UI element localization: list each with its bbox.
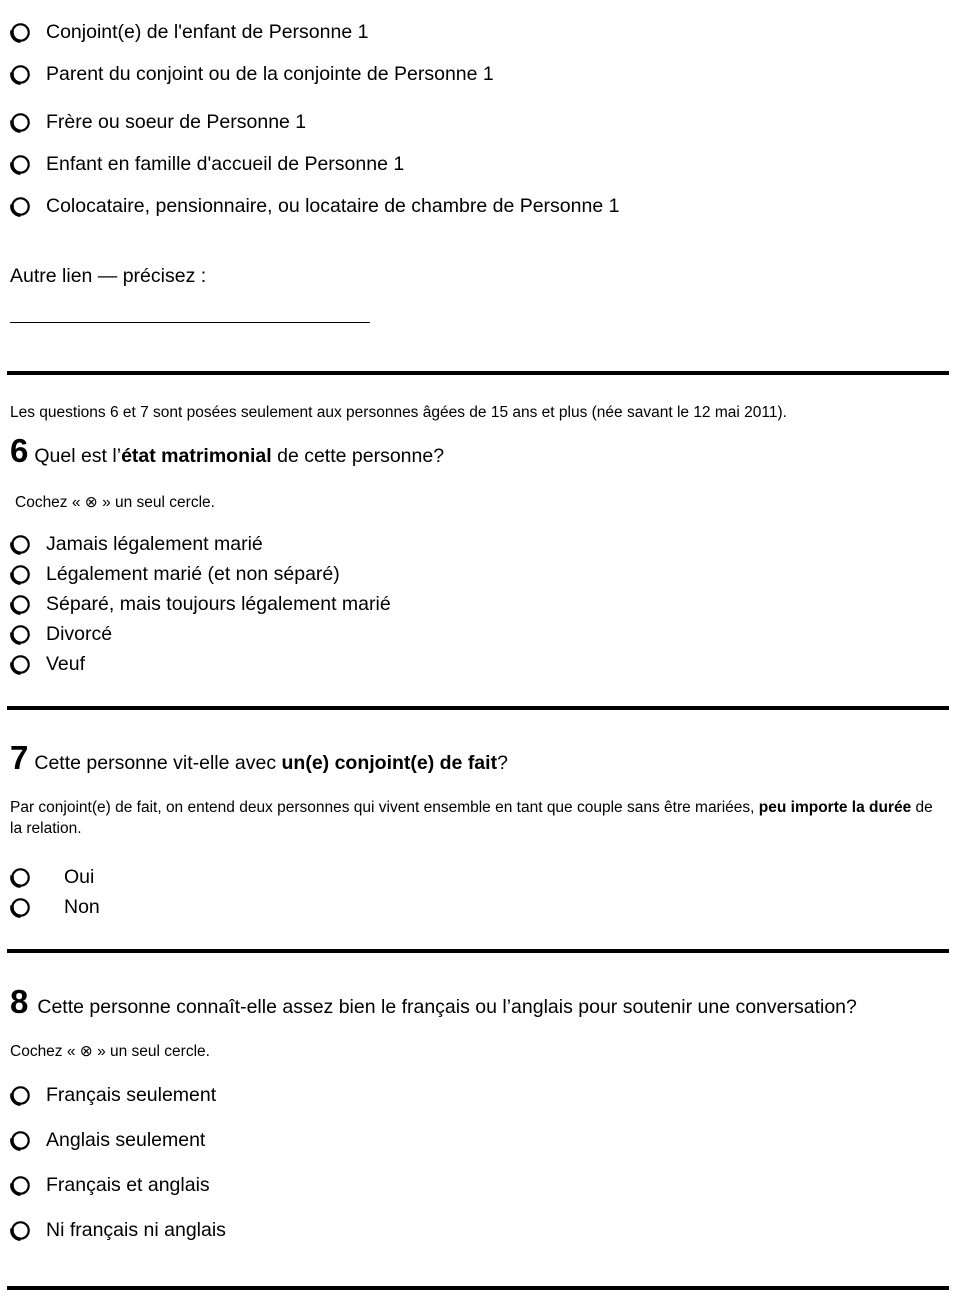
q8-option-3-label: Français et anglais (46, 1173, 210, 1196)
question-text-emphasis: un(e) conjoint(e) de fait (281, 752, 498, 774)
q7-definition (10, 799, 933, 817)
question-text (34, 445, 444, 468)
radio-circle-icon[interactable] (10, 654, 31, 675)
age-note: Les questions 6 et 7 sont posées seulement aux personnes âgées de 15 ans et plus (née savant le 12 mai 2011). (10, 404, 787, 421)
question-number: 8 (10, 983, 29, 1020)
question-7-title (10, 741, 508, 775)
question-text-part: de cette personne? (271, 445, 445, 467)
section-divider (7, 371, 949, 375)
radio-circle-icon[interactable] (10, 897, 31, 918)
section-divider (7, 706, 949, 710)
radio-circle-icon[interactable] (10, 534, 31, 555)
radio-circle-icon[interactable] (10, 564, 31, 585)
other-relationship-label: Autre lien — précisez : (10, 265, 207, 287)
q8-option-1[interactable] (10, 1082, 216, 1108)
question-8-title (10, 985, 857, 1019)
q8-option-4[interactable] (10, 1217, 226, 1243)
radio-circle-icon[interactable] (10, 1220, 31, 1241)
definition-text-part: Par conjoint(e) de fait, on entend deux personnes qui vivent ensemble en tant que couple sans être mariées, (10, 799, 759, 816)
definition-emphasis: peu importe la durée (758, 799, 912, 816)
q5-option-4-label: Enfant en famille d'accueil de Personne 1 (46, 152, 405, 175)
radio-circle-icon[interactable] (10, 64, 31, 85)
q5-option-3[interactable] (10, 109, 306, 135)
radio-circle-icon[interactable] (10, 196, 31, 217)
q6-instruction: Cochez « ⊗ » un seul cercle. (15, 494, 215, 511)
q6-option-3[interactable] (10, 591, 391, 617)
q6-option-1-label: Jamais légalement marié (46, 532, 263, 555)
q8-option-3[interactable] (10, 1172, 210, 1198)
question-number: 7 (10, 739, 29, 776)
radio-circle-icon[interactable] (10, 594, 31, 615)
radio-circle-icon[interactable] (10, 867, 31, 888)
definition-text-part: de (911, 799, 933, 816)
q5-option-4[interactable] (10, 151, 404, 177)
radio-circle-icon[interactable] (10, 1175, 31, 1196)
q6-option-2[interactable] (10, 561, 340, 587)
q6-option-3-label: Séparé, mais toujours légalement marié (46, 592, 391, 615)
question-text: Cette personne connaît-elle assez bien le français ou l’anglais pour soutenir une conversation? (37, 996, 857, 1018)
q8-option-4-label: Ni français ni anglais (46, 1218, 226, 1241)
question-text-emphasis: état matrimonial (121, 445, 272, 467)
q6-option-5-label: Veuf (46, 652, 86, 675)
radio-circle-icon[interactable] (10, 624, 31, 645)
q6-option-4-label: Divorcé (46, 622, 113, 645)
q8-option-2-label: Anglais seulement (46, 1128, 206, 1151)
q8-option-1-label: Français seulement (46, 1083, 217, 1106)
q8-instruction: Cochez « ⊗ » un seul cercle. (10, 1043, 210, 1060)
question-text (34, 752, 508, 775)
question-6-title (10, 434, 444, 468)
q7-option-yes[interactable] (10, 864, 94, 890)
radio-circle-icon[interactable] (10, 1130, 31, 1151)
radio-circle-icon[interactable] (10, 1085, 31, 1106)
section-divider (7, 1286, 949, 1290)
q5-option-1-label: Conjoint(e) de l'enfant de Personne 1 (46, 20, 369, 43)
q7-option-no[interactable] (10, 894, 100, 920)
q5-option-1[interactable] (10, 19, 368, 45)
other-relationship-input[interactable] (10, 322, 370, 323)
q5-option-2[interactable] (10, 61, 494, 87)
question-text-part: Cette personne vit-elle avec (34, 752, 282, 774)
q6-option-1[interactable] (10, 531, 263, 557)
q6-option-4[interactable] (10, 621, 112, 647)
q5-option-5-label: Colocataire, pensionnaire, ou locataire de chambre de Personne 1 (46, 194, 620, 217)
q7-definition-continued: la relation. (10, 820, 82, 837)
question-number: 6 (10, 432, 29, 469)
q6-option-2-label: Légalement marié (et non séparé) (46, 562, 340, 585)
section-divider (7, 949, 949, 953)
radio-circle-icon[interactable] (10, 22, 31, 43)
q5-option-5[interactable] (10, 193, 619, 219)
radio-circle-icon[interactable] (10, 154, 31, 175)
q6-option-5[interactable] (10, 651, 85, 677)
radio-circle-icon[interactable] (10, 112, 31, 133)
q7-option-no-label: Non (64, 895, 100, 918)
q5-option-2-label: Parent du conjoint ou de la conjointe de Personne 1 (46, 62, 494, 85)
question-text-part: ? (497, 752, 508, 774)
q5-option-3-label: Frère ou soeur de Personne 1 (46, 110, 307, 133)
question-text-part: Quel est l’ (34, 445, 122, 467)
q7-option-yes-label: Oui (64, 865, 95, 888)
q8-option-2[interactable] (10, 1127, 205, 1153)
